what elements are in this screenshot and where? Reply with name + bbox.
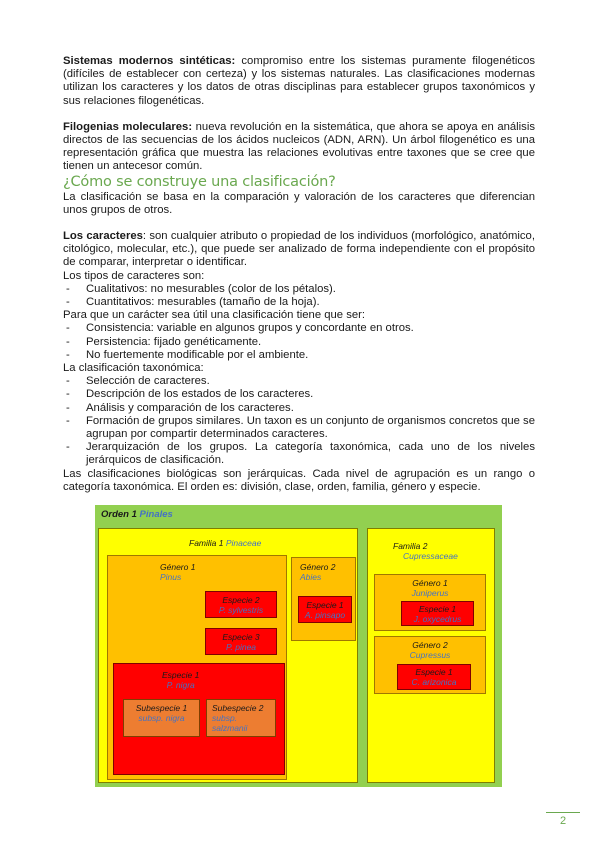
subespecie-salzmanii-name: subsp. salzmanii bbox=[212, 713, 248, 733]
familia-2-label bbox=[393, 541, 458, 561]
especie-pinea-box bbox=[205, 628, 277, 655]
list-item: - Análisis y comparación de los caracteres. bbox=[63, 402, 535, 415]
taxonomy-diagram bbox=[95, 505, 502, 787]
tipos-list bbox=[63, 283, 535, 309]
list-item: - Consistencia: variable en algunos grupos y concordante en otros. bbox=[63, 322, 535, 335]
list-item: - Jerarquización de los grupos. La categoría taxonómica, cada uno de los niveles jerárquicos de clasificación. bbox=[63, 441, 535, 467]
util-intro: Para que un carácter sea útil una clasificación tiene que ser: bbox=[63, 309, 366, 322]
subespecie-nigra-name: subsp. nigra bbox=[138, 713, 185, 723]
especie-arizonica-title: Especie 1 bbox=[415, 667, 453, 677]
especie-sylvestris-name: P. sylvestris bbox=[218, 605, 264, 615]
genero-pinus-name: Pinus bbox=[160, 572, 182, 582]
especie-oxycedrus-name: J. oxycedrus bbox=[413, 614, 462, 624]
term-sistemas-modernos: Sistemas modernos sintéticas: bbox=[63, 55, 236, 67]
list-item: - Selección de caracteres. bbox=[63, 375, 535, 388]
especie-pinsapo-box bbox=[298, 596, 352, 623]
text-caracteres: : son cualquier atributo o propiedad de los individuos (morfológico, anatómico, citológico, molecular, etc.), que puede ser analizado de forma independiente con el propósito de comparar, interpretar o identificar. bbox=[63, 230, 535, 269]
term-filogenias: Filogenias moleculares: bbox=[63, 120, 193, 133]
subespecie-nigra-box bbox=[123, 699, 200, 737]
genero-cupressus-title: Género 2 bbox=[412, 640, 448, 650]
footer-rule bbox=[546, 812, 580, 813]
familia-2-box bbox=[367, 528, 495, 783]
list-item: - Descripción de los estados de los caracteres. bbox=[63, 388, 535, 401]
familia-2-name: Cupressaceae bbox=[403, 551, 458, 561]
list-item: - Persistencia: fijado genéticamente. bbox=[63, 336, 535, 349]
subespecie-salzmanii-title: Subespecie 2 bbox=[212, 703, 264, 713]
text-column bbox=[63, 55, 535, 494]
especie-nigra-box bbox=[113, 663, 285, 775]
especie-arizonica-box bbox=[397, 664, 471, 690]
list-item: - No fuertemente modificable por el ambiente. bbox=[63, 349, 535, 362]
tax-list bbox=[63, 375, 535, 467]
especie-sylvestris-title: Especie 2 bbox=[222, 595, 260, 605]
genero-juniperus-title: Género 1 bbox=[412, 578, 448, 588]
orden-title: Orden 1 bbox=[101, 509, 137, 520]
tax-intro: La clasificación taxonómica: bbox=[63, 362, 204, 375]
especie-arizonica-name: C. arizonica bbox=[411, 677, 457, 687]
genero-juniperus-name: Juniperus bbox=[411, 588, 449, 598]
text-sistemas-modernos: compromiso entre los sistemas puramente filogenéticos (difíciles de establecer con certeza) y los sistemas naturales. Las clasificaciones modernas utilizan los caracteres y los datos de otras disciplinas para establecer grupos taxonómicos y sus relaciones filogenéticas. bbox=[63, 55, 535, 107]
familia-2-title: Familia 2 bbox=[393, 541, 428, 551]
especie-pinsapo-name: A. pinsapo bbox=[304, 610, 346, 620]
especie-pinea-title: Especie 3 bbox=[222, 632, 260, 642]
genero-cupressus-name: Cupressus bbox=[409, 650, 451, 660]
genero-abies-label bbox=[300, 562, 335, 582]
para-closing: Las clasificaciones biológicas son jerárquicas. Cada nivel de agrupación es un rango o categoría taxonómica. El orden es: división, clase, orden, familia, género y especie. bbox=[63, 467, 535, 493]
genero-abies-name: Abies bbox=[300, 572, 322, 582]
especie-pinea-name: P. pinea bbox=[225, 642, 257, 652]
familia-1-box bbox=[98, 528, 358, 783]
section-heading: ¿Cómo se construye una clasificación? bbox=[63, 173, 336, 190]
subespecie-nigra-title: Subespecie 1 bbox=[135, 703, 188, 713]
para-intro: La clasificación se basa en la comparación y valoración de los caracteres que diferencian unos grupos de otros. bbox=[63, 190, 535, 216]
para-sistemas-modernos bbox=[63, 55, 535, 108]
genero-pinus-title: Género 1 bbox=[160, 562, 196, 572]
text-filogenias: nueva revolución en la sistemática, que ahora se apoya en análisis directos de las secuencias de los ácidos nucleicos (ADN, ARN). Un árbol filogenético es una representación gráfica que muestra las relaciones evolutivas entre taxones que se cree que tienen un antecesor común. bbox=[63, 120, 535, 173]
especie-oxycedrus-box bbox=[401, 601, 474, 626]
para-filogenias bbox=[63, 121, 535, 174]
familia-1-label bbox=[189, 538, 261, 548]
especie-oxycedrus-title: Especie 1 bbox=[418, 604, 457, 614]
genero-pinus-box bbox=[107, 555, 287, 780]
genero-abies-box bbox=[291, 557, 356, 641]
genero-cupressus-box bbox=[374, 636, 486, 694]
util-list bbox=[63, 322, 535, 362]
para-caracteres bbox=[63, 230, 535, 270]
tipos-intro: Los tipos de caracteres son: bbox=[63, 269, 205, 282]
list-item: - Cualitativos: no mesurables (color de los pétalos). bbox=[63, 283, 535, 296]
list-item: - Formación de grupos similares. Un taxon es un conjunto de organismos concretos que se agrupan por compartir determinados caracteres. bbox=[63, 415, 535, 441]
familia-1-title: Familia 1 bbox=[189, 538, 224, 548]
orden-name: Pinales bbox=[139, 509, 173, 520]
especie-pinsapo-title: Especie 1 bbox=[306, 600, 344, 610]
familia-1-name: Pinaceae bbox=[225, 538, 262, 548]
page-number: 2 bbox=[560, 815, 567, 827]
especie-nigra-name: P. nigra bbox=[166, 680, 195, 690]
list-item: - Cuantitativos: mesurables (tamaño de la hoja). bbox=[63, 296, 535, 309]
genero-juniperus-box bbox=[374, 574, 486, 631]
genero-abies-title: Género 2 bbox=[300, 562, 336, 572]
especie-nigra-title: Especie 1 bbox=[162, 670, 200, 680]
subespecie-salzmanii-box bbox=[206, 699, 276, 737]
genero-pinus-label bbox=[160, 562, 195, 582]
especie-sylvestris-box bbox=[205, 591, 277, 618]
orden-label bbox=[101, 510, 173, 520]
especie-nigra-label bbox=[162, 670, 199, 690]
term-caracteres: Los caracteres bbox=[63, 230, 143, 243]
